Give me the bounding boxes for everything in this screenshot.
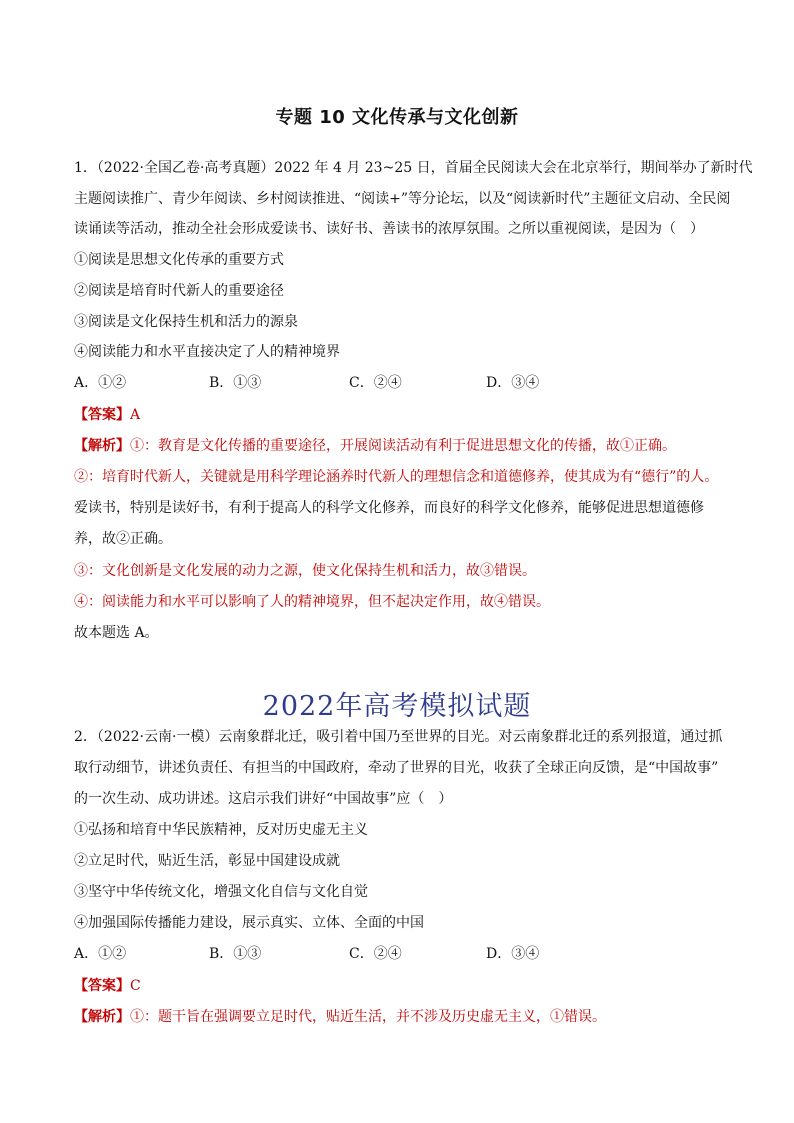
q2-option-d: D．③④ <box>486 946 540 962</box>
q2-item: ①弘扬和培育中华民族精神，反对历史虚无主义 <box>74 822 368 838</box>
q1-answer <box>74 405 724 425</box>
q1-answer-tag: 【答案】 <box>74 407 130 423</box>
q1-item: ③阅读是文化保持生机和活力的源泉 <box>74 314 298 330</box>
q2-item: ④加强国际传播能力建设，展示真实、立体、全面的中国 <box>74 915 424 931</box>
q1-option-a: A．①② <box>74 375 127 391</box>
q2-stem-line: 取行动细节，讲述负责任、有担当的中国政府，牵动了世界的目光，收获了全球正向反馈，是“中国故事” <box>74 760 719 776</box>
q2-analysis-line <box>74 1007 724 1027</box>
section-banner: 2022年高考模拟试题 <box>262 691 532 722</box>
q1-stem-line: 1．（2022·全国乙卷·高考真题）2022 年 4 月 23~25 日，首届全民阅读大会在北京举行，期间举办了新时代 <box>74 160 753 176</box>
q1-analysis-line: 养，故②正确。 <box>74 531 172 547</box>
q2-answer-tag: 【答案】 <box>74 978 130 994</box>
q1-item: ①阅读是思想文化传承的重要方式 <box>74 252 284 268</box>
q1-stem-line: 主题阅读推广、青少年阅读、乡村阅读推进、“阅读+”等分论坛，以及“阅读新时代”主题征文启动、全民阅 <box>74 191 731 207</box>
q1-analysis-text: ①：教育是文化传播的重要途径，开展阅读活动有利于促进思想文化的传播，故①正确。 <box>130 438 676 454</box>
q2-answer <box>74 976 724 996</box>
q1-analysis-line: ②：培育时代新人，关键就是用科学理论涵养时代新人的理想信念和道德修养，使其成为有“德行”的人。 <box>74 469 719 485</box>
q1-option-b: B．①③ <box>209 375 262 391</box>
q2-analysis-text: ①：题干旨在强调要立足时代，贴近生活，并不涉及历史虚无主义，①错误。 <box>130 1009 606 1025</box>
q2-stem-line: 2．（2022·云南·一模）云南象群北迁，吸引着中国乃至世界的目光。对云南象群北迁的系列报道，通过抓 <box>74 729 723 745</box>
q2-stem-line: 的一次生动、成功讲述。这启示我们讲好“中国故事”应（ ） <box>74 791 453 807</box>
q2-option-c: C．②④ <box>349 946 402 962</box>
q2-item: ③坚守中华传统文化，增强文化自信与文化自觉 <box>74 884 368 900</box>
q1-analysis-line <box>74 436 724 456</box>
q2-analysis-tag: 【解析】 <box>74 1009 130 1025</box>
q1-item: ④阅读能力和水平直接决定了人的精神境界 <box>74 344 340 360</box>
q1-option-c: C．②④ <box>349 375 402 391</box>
q1-analysis-line: 爱读书，特别是读好书，有利于提高人的科学文化修养，而良好的科学文化修养，能够促进思想道德修 <box>74 500 704 516</box>
q2-answer-value: C <box>130 978 141 994</box>
q2-option-a: A．①② <box>74 946 127 962</box>
q1-conclusion: 故本题选 A。 <box>74 625 159 641</box>
q1-answer-value: A <box>130 407 141 423</box>
q2-item: ②立足时代，贴近生活，彰显中国建设成就 <box>74 853 340 869</box>
q2-option-b: B．①③ <box>209 946 262 962</box>
q1-stem-line: 读诵读等活动，推动全社会形成爱读书、读好书、善读书的浓厚氛围。之所以重视阅读，是因为（ ） <box>74 221 704 237</box>
q1-analysis-line: ④：阅读能力和水平可以影响了人的精神境界，但不起决定作用，故④错误。 <box>74 594 550 610</box>
q1-analysis-line: ③：文化创新是文化发展的动力之源，使文化保持生机和活力，故③错误。 <box>74 563 536 579</box>
q1-analysis-tag: 【解析】 <box>74 438 130 454</box>
q1-item: ②阅读是培育时代新人的重要途径 <box>74 283 284 299</box>
q1-option-d: D．③④ <box>486 375 540 391</box>
page-title: 专题 10 文化传承与文化创新 <box>275 107 519 128</box>
